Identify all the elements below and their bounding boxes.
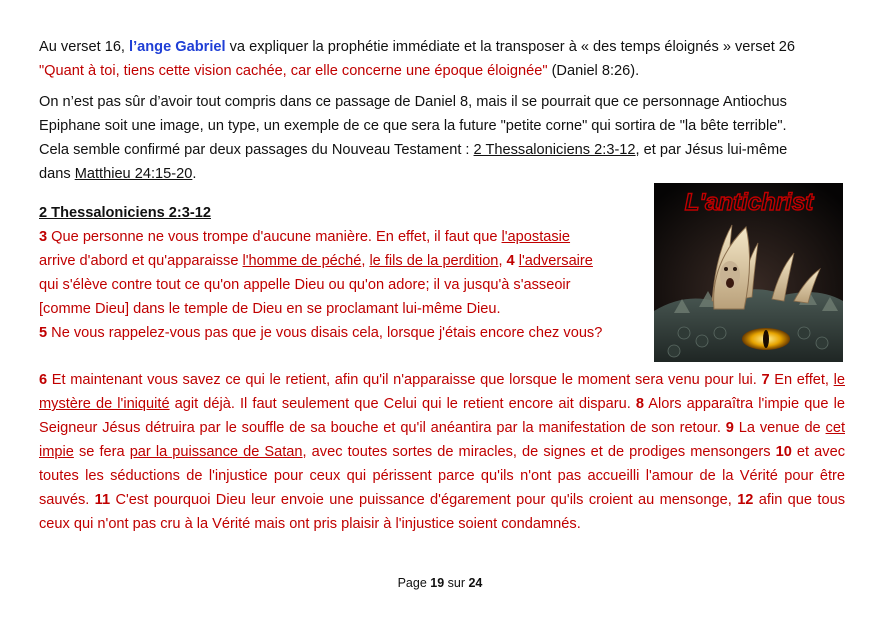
page-footer: Page 19 sur 24: [397, 576, 483, 590]
verses-3-5: 3 Que personne ne vous trompe d'aucune manière. En effet, il faut que l'apostasie arrive d'abord et qu'apparaisse l'homme de péché, le fils de la perdition, 4 l'adversaire qui s'élève contre tout ce qu'on appelle Dieu ou qu'on adore; il va jusqu'à s'asseoir [comme Dieu] dans le temple de Dieu en se proclamant lui-même Dieu. 5 Ne vous rappelez-vous pas que je vous disais cela, lorsque j'étais encore chez vous?: [39, 225, 642, 345]
term-cet-impie: cet impie: [39, 420, 845, 460]
verse-number-6: 6: [39, 372, 48, 388]
verse-number-7: 7: [761, 372, 770, 388]
antichrist-illustration: [654, 183, 843, 362]
section-heading: 2 Thessaloniciens 2:3-12: [39, 205, 211, 221]
antichrist-artwork: [654, 183, 843, 362]
total-page-count: 24: [468, 576, 483, 590]
intro-paragraph: [39, 35, 845, 83]
current-page-number: 19: [430, 576, 445, 590]
verse-number-9: 9: [725, 420, 734, 436]
term-mystere-iniquite: le mystère de l'iniquité: [39, 372, 845, 412]
link-matthieu[interactable]: Matthieu 24:15-20: [74, 166, 193, 182]
term-homme-de-peche: l'homme de péché: [242, 253, 362, 269]
verse-number-11: 11: [94, 492, 111, 508]
term-adversaire: l'adversaire: [518, 253, 593, 269]
antichrist-caption: L'antichrist: [684, 189, 814, 216]
link-2-thessaloniciens[interactable]: 2 Thessaloniciens 2:3-12: [473, 142, 636, 158]
verse-number-5: 5: [39, 325, 48, 341]
term-apostasie: l'apostasie: [501, 229, 571, 245]
commentary-paragraph: On n’est pas sûr d’avoir tout compris dans ce passage de Daniel 8, mais il se pourrait que ce personnage Antiochus Epiphane soit une image, un type, un exemple de ce que sera la future "petite corne" qui sortira de "la bête terrible". Cela semble confirmé par deux passages du Nouveau Testament : 2 Thessaloniciens 2:3-12, et par Jésus lui-même dans Matthieu 24:15-20.: [39, 90, 845, 186]
verse-number-10: 10: [775, 444, 792, 460]
term-fils-de-la-perdition: le fils de la perdition: [369, 253, 499, 269]
verse-number-8: 8: [635, 396, 644, 412]
intro-line-2: "Quant à toi, tiens cette vision cachée, car elle concerne une époque éloignée" (Daniel 8:26).: [39, 63, 640, 79]
verse-number-12: 12: [737, 492, 754, 508]
intro-line-1: Au verset 16, l’ange Gabriel va expliquer la prophétie immédiate et la transposer à « des temps éloignés » verset 26: [39, 39, 796, 55]
verses-6-12: 6 Et maintenant vous savez ce qui le retient, afin qu'il n'apparaisse que lorsque le moment sera venu pour lui. 7 En effet, le mystère de l'iniquité agit déjà. Il faut seulement que Celui qui le retient encore ait disparu. 8 Alors apparaîtra l'impie que le Seigneur Jésus détruira par le souffle de sa bouche et qu'il anéantira par la manifestation de son retour. 9 La venue de cet impie se fera par la puissance de Satan, avec toutes sortes de miracles, de signes et de prodiges mensongers 10 et avec toutes les séductions de l'injustice pour ceux qui périssent parce qu'ils n'ont pas accueilli l'amour de la Vérité pour être sauvés. 11 C'est pourquoi Dieu leur envoie une puissance d'égarement pour qu'ils croient au mensonge, 12 afin que tous ceux qui n'ont pas cru à la Vérité mais ont pris plaisir à l'injustice soient condamnés.: [39, 372, 845, 532]
commentary-line-3: Cela semble confirmé par deux passages du Nouveau Testament : 2 Thessaloniciens 2:3-12, et par Jésus lui-même: [39, 142, 788, 158]
term-puissance-de-satan: par la puissance de Satan: [129, 444, 303, 460]
angel-gabriel-name: l’ange Gabriel: [129, 39, 226, 55]
daniel-quote: "Quant à toi, tiens cette vision cachée, car elle concerne une époque éloignée": [39, 63, 548, 79]
verse-line-1: 3 Que personne ne vous trompe d'aucune manière. En effet, il faut que l'apostasie: [39, 229, 571, 245]
commentary-line-4: dans Matthieu 24:15-20.: [39, 166, 197, 182]
verse-line-5: 5 Ne vous rappelez-vous pas que je vous disais cela, lorsque j'étais encore chez vous?: [39, 325, 603, 341]
verse-number-3: 3: [39, 229, 48, 245]
verse-line-2: arrive d'abord et qu'apparaisse l'homme de péché, le fils de la perdition, 4 l'adversaire: [39, 253, 593, 269]
verse-number-4: 4: [506, 253, 515, 269]
